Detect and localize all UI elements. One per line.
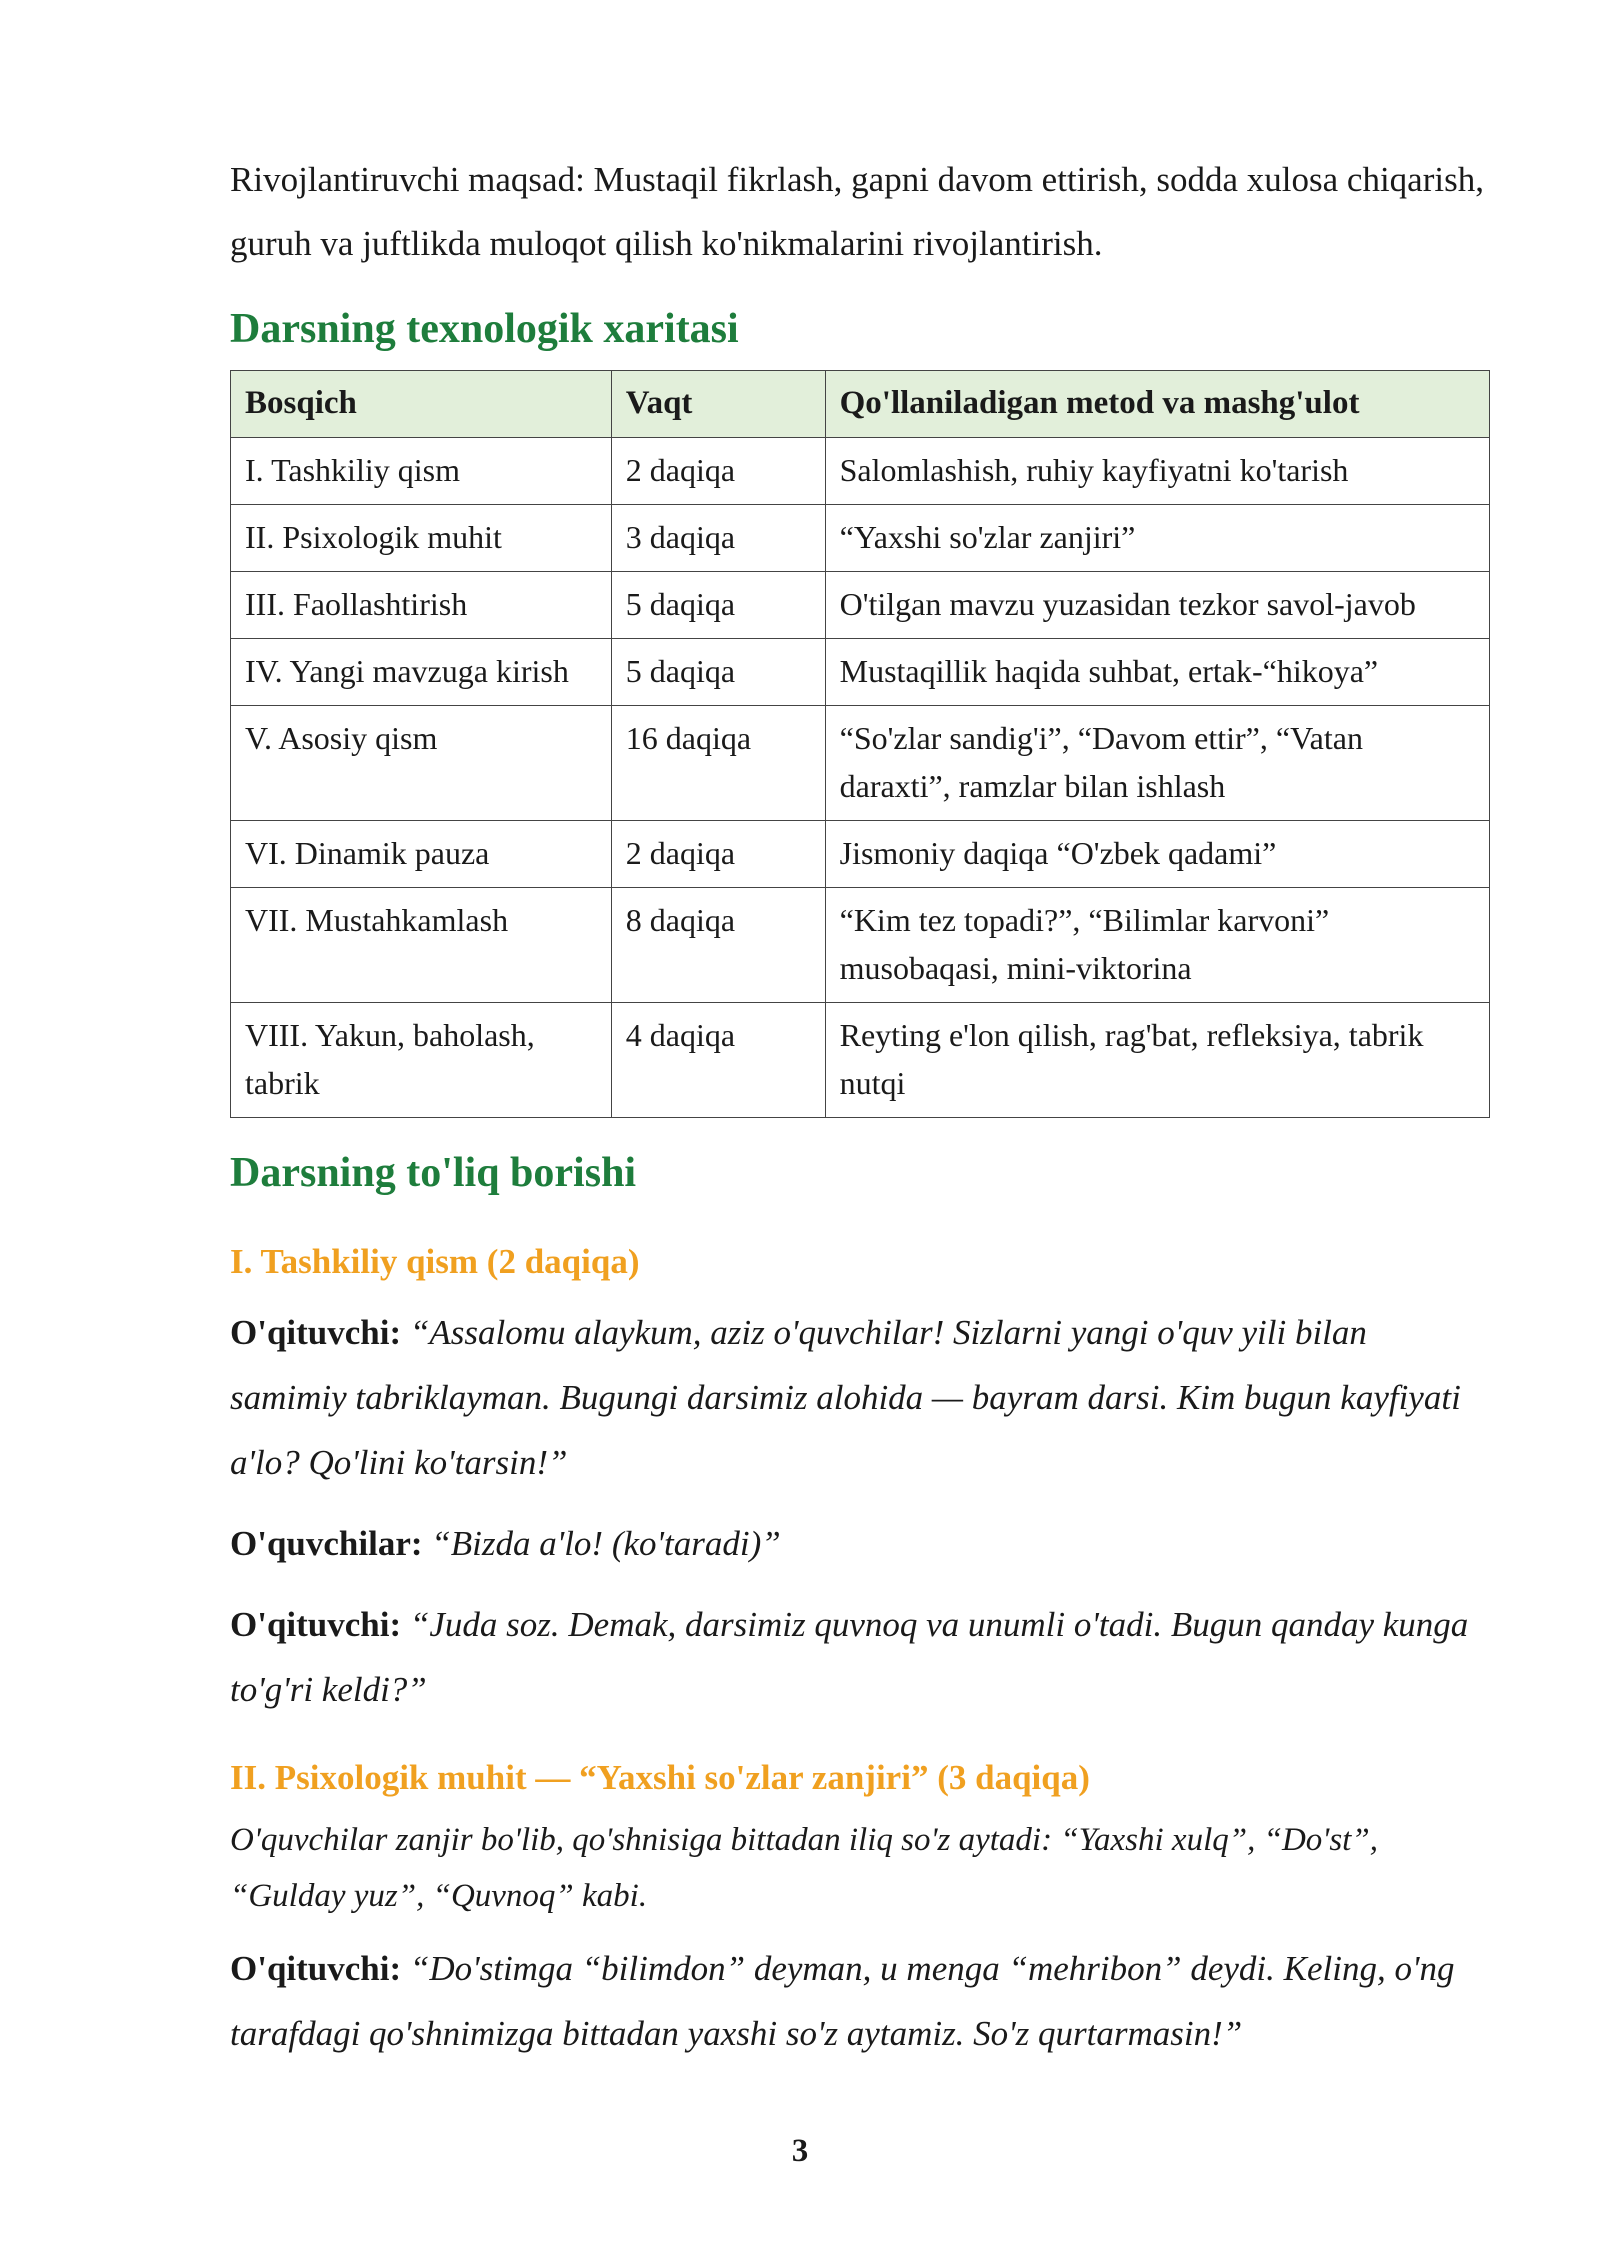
header-stage: Bosqich (231, 371, 612, 438)
dialog-line (230, 1511, 1490, 1576)
cell-time: 8 daqiqa (611, 888, 825, 1003)
activity-note: O'quvchilar zanjir bo'lib, qo'shnisiga bittadan iliq so'z aytadi: “Yaxshi xulq”, “Do'st”, “Gulday yuz”, “Quvnoq” kabi. (230, 1822, 1378, 1914)
speech-text: “Assalomu alaykum, aziz o'quvchilar! Sizlarni yangi o'quv yili bilan samimiy tabriklayman. Bugungi darsimiz alohida — bayram darsi. Kim bugun kayfiyati a'lo? Qo'lini ko'tarsin!” (230, 1313, 1461, 1482)
table-row (231, 821, 1490, 888)
cell-time: 16 daqiqa (611, 706, 825, 821)
table-row (231, 572, 1490, 639)
cell-stage: VIII. Yakun, baholash, tabrik (231, 1003, 612, 1118)
speech-text: “Juda soz. Demak, darsimiz quvnoq va unumli o'tadi. Bugun qanday kunga to'g'ri keldi?” (230, 1605, 1469, 1709)
cell-stage: IV. Yangi mavzuga kirish (231, 639, 612, 706)
dialog-line (230, 1300, 1490, 1495)
speech-text: “Do'stimga “bilimdon” deyman, u menga “mehribon” deydi. Keling, o'ng tarafdagi qo'shnimizga bittadan yaxshi so'z aytamiz. So'z qurtarmasin!” (230, 1949, 1455, 2053)
cell-time: 4 daqiqa (611, 1003, 825, 1118)
speaker-label: O'qituvchi: (230, 1313, 402, 1352)
course-title: Darsning to'liq borishi (230, 1150, 637, 1196)
cell-stage: VI. Dinamik pauza (231, 821, 612, 888)
cell-method: O'tilgan mavzu yuzasidan tezkor savol-javob (825, 572, 1489, 639)
cell-stage: VII. Mustahkamlash (231, 888, 612, 1003)
cell-stage: I. Tashkiliy qism (231, 438, 612, 505)
cell-time: 2 daqiqa (611, 438, 825, 505)
cell-method: “So'zlar sandig'i”, “Davom ettir”, “Vatan daraxti”, ramzlar bilan ishlash (825, 706, 1489, 821)
section-heading-2: II. Psixologik muhit — “Yaxshi so'zlar zanjiri” (3 daqiqa) (230, 1758, 1090, 1797)
document-page (230, 148, 1490, 2066)
cell-stage: II. Psixologik muhit (231, 505, 612, 572)
speaker-label: O'qituvchi: (230, 1949, 402, 1988)
speaker-label: O'qituvchi: (230, 1605, 402, 1644)
cell-time: 2 daqiqa (611, 821, 825, 888)
cell-time: 3 daqiqa (611, 505, 825, 572)
header-method: Qo'llaniladigan metod va mashg'ulot (825, 371, 1489, 438)
table-row (231, 706, 1490, 821)
table-row (231, 505, 1490, 572)
cell-time: 5 daqiqa (611, 572, 825, 639)
technology-map-table (230, 370, 1490, 1118)
cell-method: Jismoniy daqiqa “O'zbek qadami” (825, 821, 1489, 888)
cell-method: Reyting e'lon qilish, rag'bat, refleksiya, tabrik nutqi (825, 1003, 1489, 1118)
map-title: Darsning texnologik xaritasi (230, 306, 739, 352)
speaker-label: O'quvchilar: (230, 1524, 423, 1563)
page-number: 3 (791, 2133, 809, 2169)
table-header-row (231, 371, 1490, 438)
cell-method: “Yaxshi so'zlar zanjiri” (825, 505, 1489, 572)
intro-paragraph: Rivojlantiruvchi maqsad: Mustaqil fikrlash, gapni davom ettirish, sodda xulosa chiqarish, guruh va juftlikda muloqot qilish ko'nikmalarini rivojlantirish. (230, 160, 1484, 263)
cell-method: “Kim tez topadi?”, “Bilimlar karvoni” musobaqasi, mini-viktorina (825, 888, 1489, 1003)
header-time: Vaqt (611, 371, 825, 438)
dialog-line (230, 1592, 1490, 1722)
table-row (231, 1003, 1490, 1118)
cell-method: Mustaqillik haqida suhbat, ertak-“hikoya” (825, 639, 1489, 706)
cell-method: Salomlashish, ruhiy kayfiyatni ko'tarish (825, 438, 1489, 505)
speech-text: “Bizda a'lo! (ko'taradi)” (431, 1524, 781, 1563)
cell-stage: V. Asosiy qism (231, 706, 612, 821)
table-row (231, 888, 1490, 1003)
section-heading-1: I. Tashkiliy qism (2 daqiqa) (230, 1242, 640, 1281)
dialog-line (230, 1936, 1490, 2066)
cell-stage: III. Faollashtirish (231, 572, 612, 639)
table-row (231, 438, 1490, 505)
cell-time: 5 daqiqa (611, 639, 825, 706)
table-row (231, 639, 1490, 706)
